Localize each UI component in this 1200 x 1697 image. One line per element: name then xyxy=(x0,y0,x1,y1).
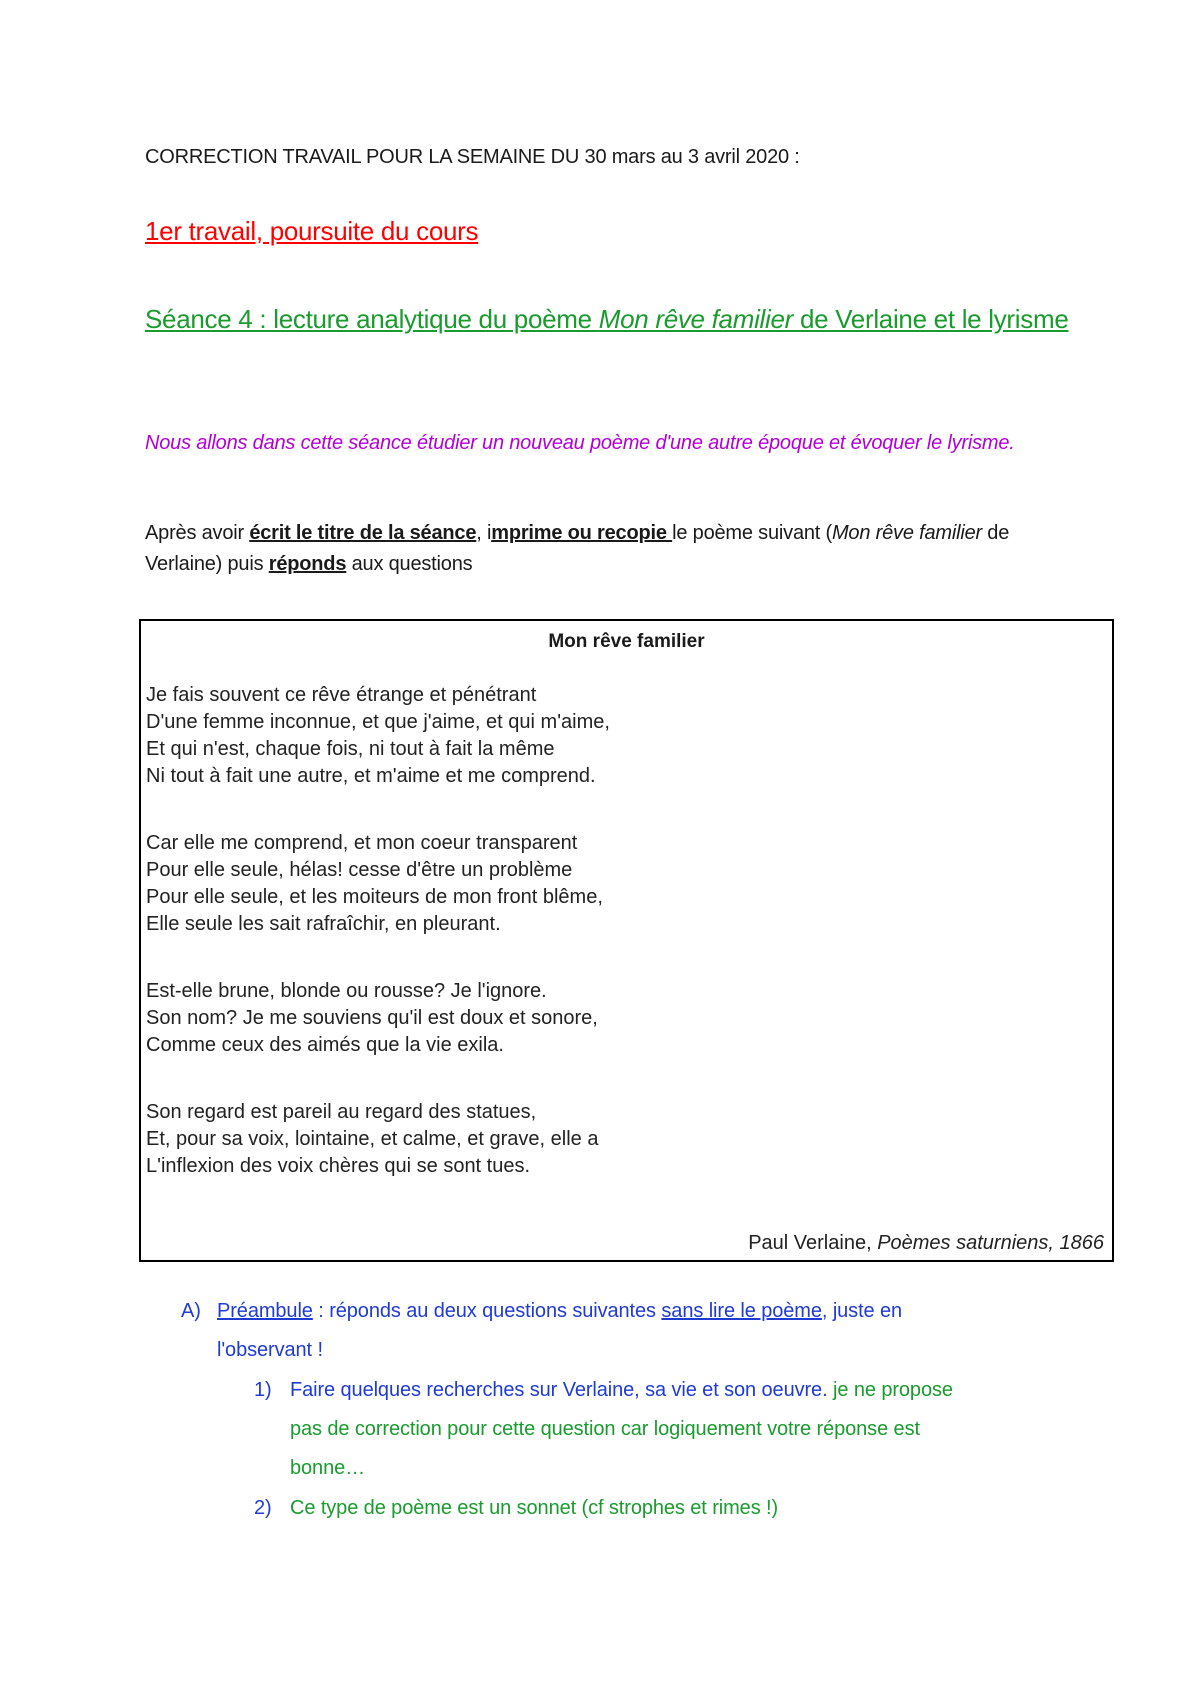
instructions-text: , i xyxy=(476,522,492,544)
section-title: 1er travail, poursuite du cours xyxy=(145,216,479,246)
instructions-emphasis: écrit le titre de la séance xyxy=(249,522,477,544)
instructions-text: Après avoir xyxy=(145,522,250,544)
question-a-marker: A) xyxy=(181,1300,201,1322)
poem-source: Poèmes saturniens, 1866 xyxy=(877,1232,1104,1254)
poem-author: Paul Verlaine, xyxy=(748,1232,878,1254)
question-a-label: Préambule xyxy=(217,1300,313,1322)
question-1-line-1 xyxy=(290,1379,953,1402)
question-a-text: , juste en xyxy=(821,1300,903,1322)
poem-stanza-1: Je fais souvent ce rêve étrange et pénétrant D'une femme inconnue, et que j'aime, et qui m'aime, Et qui n'est, chaque fois, ni tout à fait la même Ni tout à fait une autre, et m'aime et me comprend. xyxy=(146,684,610,787)
question-1-marker: 1) xyxy=(254,1379,272,1401)
seance-poem-name: Mon rêve familier xyxy=(598,304,794,334)
question-1-line-2: pas de correction pour cette question car logiquement votre réponse est xyxy=(290,1418,920,1440)
instructions-emphasis: mprime ou recopie xyxy=(491,522,673,544)
question-1-prompt: Faire quelques recherches sur Verlaine, sa vie et son oeuvre. xyxy=(290,1379,828,1401)
question-a-line-2: l'observant ! xyxy=(217,1339,323,1361)
instructions-emphasis: réponds xyxy=(268,553,347,575)
seance-title-prefix: Séance 4 : lecture analytique du poème xyxy=(145,304,599,334)
seance-title-suffix: de Verlaine et le lyrisme xyxy=(793,304,1069,334)
question-a-text: : réponds au deux questions suivantes xyxy=(312,1300,662,1322)
poem-stanza-4: Son regard est pareil au regard des statues, Et, pour sa voix, lointaine, et calme, et grave, elle a L'inflexion des voix chères qui se sont tues. xyxy=(146,1101,599,1177)
question-1-answer: je ne propose xyxy=(827,1379,953,1401)
poem-stanza-2: Car elle me comprend, et mon coeur transparent Pour elle seule, hélas! cesse d'être un problème Pour elle seule, et les moiteurs de mon front blême, Elle seule les sait rafraîchir, en pleurant. xyxy=(146,832,603,935)
question-2-marker: 2) xyxy=(254,1497,272,1519)
instructions-text: de Verlaine) puis xyxy=(145,522,1010,575)
poem-box xyxy=(139,619,1114,1262)
question-a-line-1 xyxy=(217,1300,902,1323)
instructions-poem-title: Mon rêve familier xyxy=(831,522,982,544)
poem-title: Mon rêve familier xyxy=(548,631,705,652)
instructions-text: le poème suivant ( xyxy=(672,522,832,544)
instructions-paragraph xyxy=(145,518,1075,580)
poem-stanza-3: Est-elle brune, blonde ou rousse? Je l'ignore. Son nom? Je me souviens qu'il est doux et sonore, Comme ceux des aimés que la vie exila. xyxy=(146,980,598,1056)
document-header: CORRECTION TRAVAIL POUR LA SEMAINE DU 30 mars au 3 avril 2020 : xyxy=(145,146,800,168)
instructions-text: aux questions xyxy=(346,553,473,575)
seance-title xyxy=(145,293,1085,346)
question-a-underlined: sans lire le poème xyxy=(661,1300,822,1322)
intro-paragraph: Nous allons dans cette séance étudier un nouveau poème d'une autre époque et évoquer le lyrisme. xyxy=(145,432,1015,454)
question-1-line-3: bonne… xyxy=(290,1457,366,1479)
question-2-answer: Ce type de poème est un sonnet (cf strophes et rimes !) xyxy=(290,1497,779,1519)
poem-credit xyxy=(748,1232,1104,1255)
